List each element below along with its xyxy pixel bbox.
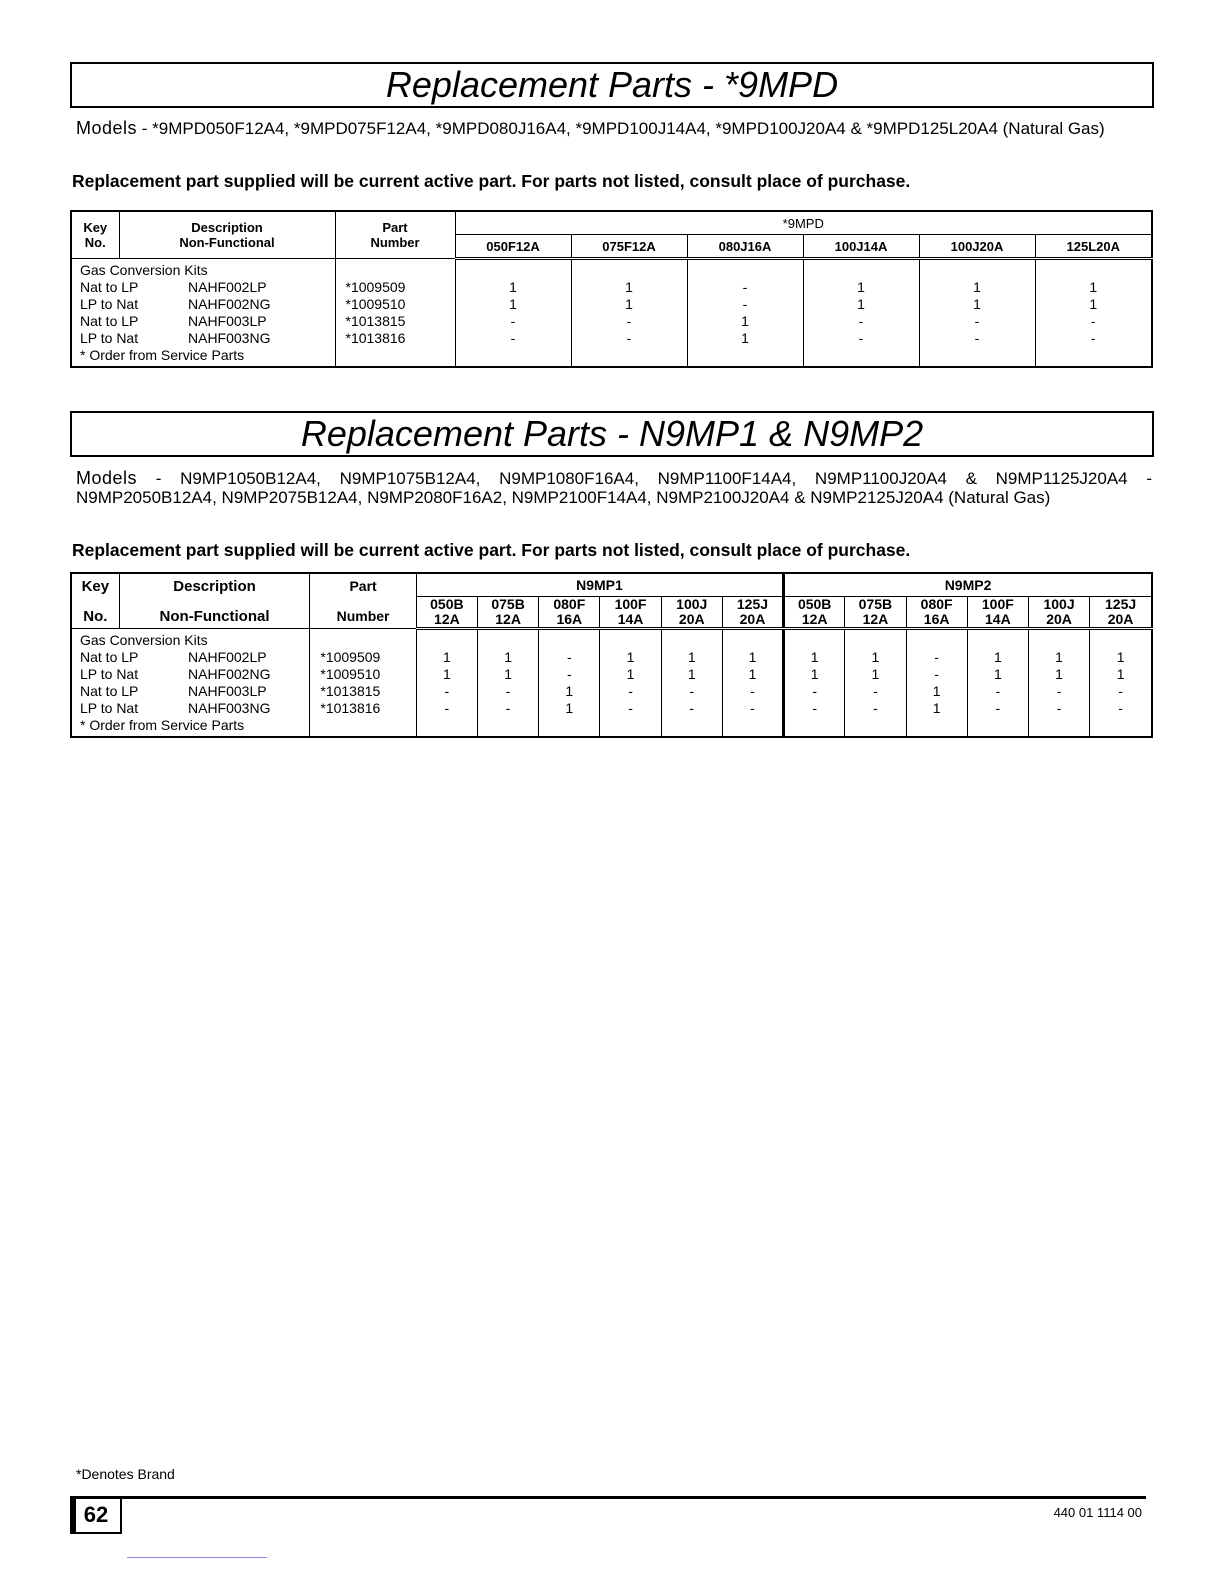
quantity-cell: 1 (845, 666, 906, 683)
kit-code: NAHF002NG (188, 296, 271, 312)
footer-rule (70, 1496, 1146, 1499)
table-row (71, 296, 1152, 313)
quantity-cell: - (661, 700, 722, 717)
kit-code: NAHF003NG (188, 330, 271, 346)
quantity-cell: 1 (600, 649, 661, 666)
table-row (71, 330, 1152, 347)
quantity-cell: - (803, 330, 919, 347)
kit-name: LP to Nat (80, 330, 139, 346)
kit-name: LP to Nat (80, 296, 139, 312)
models-text: - N9MP1050B12A4, N9MP1075B12A4, N9MP1080F16A4, N9MP1100F14A4, N9MP1100J20A4 & N9MP1125J20A4 - N9MP2050B12A4, N9MP2075B12A4, N9MP2080F16A2, N9MP2100F14A4, N9MP2100J20A4 & N9MP2125J20A4 (Natural Gas) (76, 469, 1152, 507)
quantity-cell: - (919, 330, 1035, 347)
model-column-header: 100J 20A (1028, 597, 1089, 629)
kit-section-label: Gas Conversion Kits (71, 259, 335, 280)
kit-name: LP to Nat (80, 700, 139, 716)
models-list-9mpd (76, 119, 1152, 138)
models-label: Models (76, 118, 138, 138)
quantity-cell: 1 (455, 296, 571, 313)
quantity-cell: - (477, 700, 538, 717)
part-number: *1009509 (335, 279, 455, 296)
quantity-cell: - (919, 313, 1035, 330)
quantity-cell: 1 (539, 700, 600, 717)
quantity-cell: - (571, 313, 687, 330)
quantity-cell: 1 (803, 296, 919, 313)
quantity-cell: - (455, 313, 571, 330)
document-code: 440 01 1114 00 (1053, 1505, 1142, 1520)
part-number-header: Part Number (310, 573, 416, 629)
model-column-header: 080J16A (687, 235, 803, 259)
quantity-cell: 1 (722, 649, 783, 666)
quantity-cell: 1 (784, 649, 845, 666)
part-number: *1013816 (310, 700, 416, 717)
model-column-header: 075B 12A (845, 597, 906, 629)
quantity-cell: - (784, 683, 845, 700)
quantity-cell: - (687, 279, 803, 296)
quantity-cell: 1 (416, 666, 477, 683)
replacement-notice: Replacement part supplied will be current active part. For parts not listed, consult place of purchase. (72, 540, 911, 560)
group-header-n9mp2: N9MP2 (784, 573, 1152, 597)
kit-name: Nat to LP (80, 279, 139, 295)
key-header: Key No. (71, 211, 119, 259)
section-title-n9mp: Replacement Parts - N9MP1 & N9MP2 (70, 411, 1154, 457)
quantity-cell: - (571, 330, 687, 347)
key-header: Key No. (71, 573, 119, 629)
models-label: Models (76, 468, 138, 488)
model-column-header: 050B 12A (416, 597, 477, 629)
quantity-cell: 1 (1035, 279, 1152, 296)
quantity-cell: 1 (784, 666, 845, 683)
table-row (71, 279, 1152, 296)
model-column-header: 100J20A (919, 235, 1035, 259)
quantity-cell: 1 (661, 649, 722, 666)
quantity-cell: 1 (600, 666, 661, 683)
group-header-9mpd: *9MPD (455, 211, 1152, 235)
quantity-cell: 1 (1090, 649, 1152, 666)
model-column-header: 125J 20A (722, 597, 783, 629)
quantity-cell: 1 (661, 666, 722, 683)
quantity-cell: 1 (1035, 296, 1152, 313)
part-number: *1009509 (310, 649, 416, 666)
kit-code: NAHF002NG (188, 666, 271, 682)
kit-name: LP to Nat (80, 666, 139, 682)
kit-code: NAHF003LP (188, 313, 267, 329)
quantity-cell: - (1035, 313, 1152, 330)
order-footnote: * Order from Service Parts (71, 717, 310, 737)
model-column-header: 100F 14A (967, 597, 1028, 629)
part-number: *1013815 (335, 313, 455, 330)
kit-code: NAHF002LP (188, 649, 267, 665)
quantity-cell: - (416, 683, 477, 700)
model-column-header: 125J 20A (1090, 597, 1152, 629)
quantity-cell: 1 (687, 313, 803, 330)
quantity-cell: - (967, 683, 1028, 700)
quantity-cell: - (1028, 683, 1089, 700)
parts-table-n9mp (70, 572, 1153, 738)
order-footnote: * Order from Service Parts (71, 347, 335, 367)
quantity-cell: 1 (1028, 666, 1089, 683)
quantity-cell: 1 (571, 279, 687, 296)
quantity-cell: - (600, 683, 661, 700)
description-header: Description Non-Functional (119, 573, 310, 629)
part-number-header: Part Number (335, 211, 455, 259)
quantity-cell: - (967, 700, 1028, 717)
model-column-header: 050F12A (455, 235, 571, 259)
model-column-header: 100J 20A (661, 597, 722, 629)
quantity-cell: 1 (477, 649, 538, 666)
quantity-cell: - (845, 683, 906, 700)
quantity-cell: - (906, 666, 967, 683)
quantity-cell: - (1028, 700, 1089, 717)
quantity-cell: - (600, 700, 661, 717)
part-number: *1009510 (310, 666, 416, 683)
models-list-n9mp (76, 469, 1152, 507)
quantity-cell: 1 (1090, 666, 1152, 683)
table-row (71, 313, 1152, 330)
table-row (71, 649, 1152, 666)
quantity-cell: - (477, 683, 538, 700)
quantity-cell: - (661, 683, 722, 700)
kit-code: NAHF002LP (188, 279, 267, 295)
replacement-notice: Replacement part supplied will be current active part. For parts not listed, consult place of purchase. (72, 171, 911, 191)
quantity-cell: 1 (967, 649, 1028, 666)
model-column-header: 125L20A (1035, 235, 1152, 259)
kit-name: Nat to LP (80, 649, 139, 665)
model-column-header: 075F12A (571, 235, 687, 259)
kit-code: NAHF003LP (188, 683, 267, 699)
quantity-cell: - (455, 330, 571, 347)
description-header: Description Non-Functional (119, 211, 335, 259)
quantity-cell: 1 (919, 296, 1035, 313)
kit-name: Nat to LP (80, 683, 139, 699)
quantity-cell: 1 (571, 296, 687, 313)
quantity-cell: - (1090, 683, 1152, 700)
quantity-cell: 1 (722, 666, 783, 683)
table-row (71, 683, 1152, 700)
quantity-cell: - (906, 649, 967, 666)
link-underline (127, 1557, 267, 1558)
quantity-cell: 1 (906, 700, 967, 717)
quantity-cell: - (803, 313, 919, 330)
quantity-cell: - (784, 700, 845, 717)
model-column-header: 080F 16A (539, 597, 600, 629)
quantity-cell: 1 (416, 649, 477, 666)
group-header-n9mp1: N9MP1 (416, 573, 783, 597)
quantity-cell: - (539, 649, 600, 666)
model-column-header: 050B 12A (784, 597, 845, 629)
quantity-cell: 1 (687, 330, 803, 347)
kit-code: NAHF003NG (188, 700, 271, 716)
quantity-cell: - (1090, 700, 1152, 717)
page-number: 62 (70, 1498, 122, 1534)
model-column-header: 075B 12A (477, 597, 538, 629)
quantity-cell: - (539, 666, 600, 683)
quantity-cell: - (722, 700, 783, 717)
quantity-cell: 1 (539, 683, 600, 700)
parts-table-9mpd (70, 210, 1153, 368)
quantity-cell: - (845, 700, 906, 717)
part-number: *1009510 (335, 296, 455, 313)
section-title-9mpd: Replacement Parts - *9MPD (70, 62, 1154, 108)
model-column-header: 100F 14A (600, 597, 661, 629)
quantity-cell: 1 (906, 683, 967, 700)
kit-name: Nat to LP (80, 313, 139, 329)
quantity-cell: - (1035, 330, 1152, 347)
part-number: *1013815 (310, 683, 416, 700)
kit-section-label: Gas Conversion Kits (71, 629, 310, 650)
model-column-header: 080F 16A (906, 597, 967, 629)
quantity-cell: 1 (477, 666, 538, 683)
model-column-header: 100J14A (803, 235, 919, 259)
quantity-cell: - (687, 296, 803, 313)
models-text: - *9MPD050F12A4, *9MPD075F12A4, *9MPD080J16A4, *9MPD100J14A4, *9MPD100J20A4 & *9MPD125L20A4 (Natural Gas) (137, 119, 1105, 138)
quantity-cell: 1 (803, 279, 919, 296)
quantity-cell: - (722, 683, 783, 700)
quantity-cell: 1 (1028, 649, 1089, 666)
quantity-cell: 1 (845, 649, 906, 666)
part-number: *1013816 (335, 330, 455, 347)
quantity-cell: - (416, 700, 477, 717)
table-row (71, 700, 1152, 717)
quantity-cell: 1 (919, 279, 1035, 296)
table-row (71, 666, 1152, 683)
quantity-cell: 1 (455, 279, 571, 296)
brand-footnote: *Denotes Brand (76, 1466, 175, 1482)
quantity-cell: 1 (967, 666, 1028, 683)
